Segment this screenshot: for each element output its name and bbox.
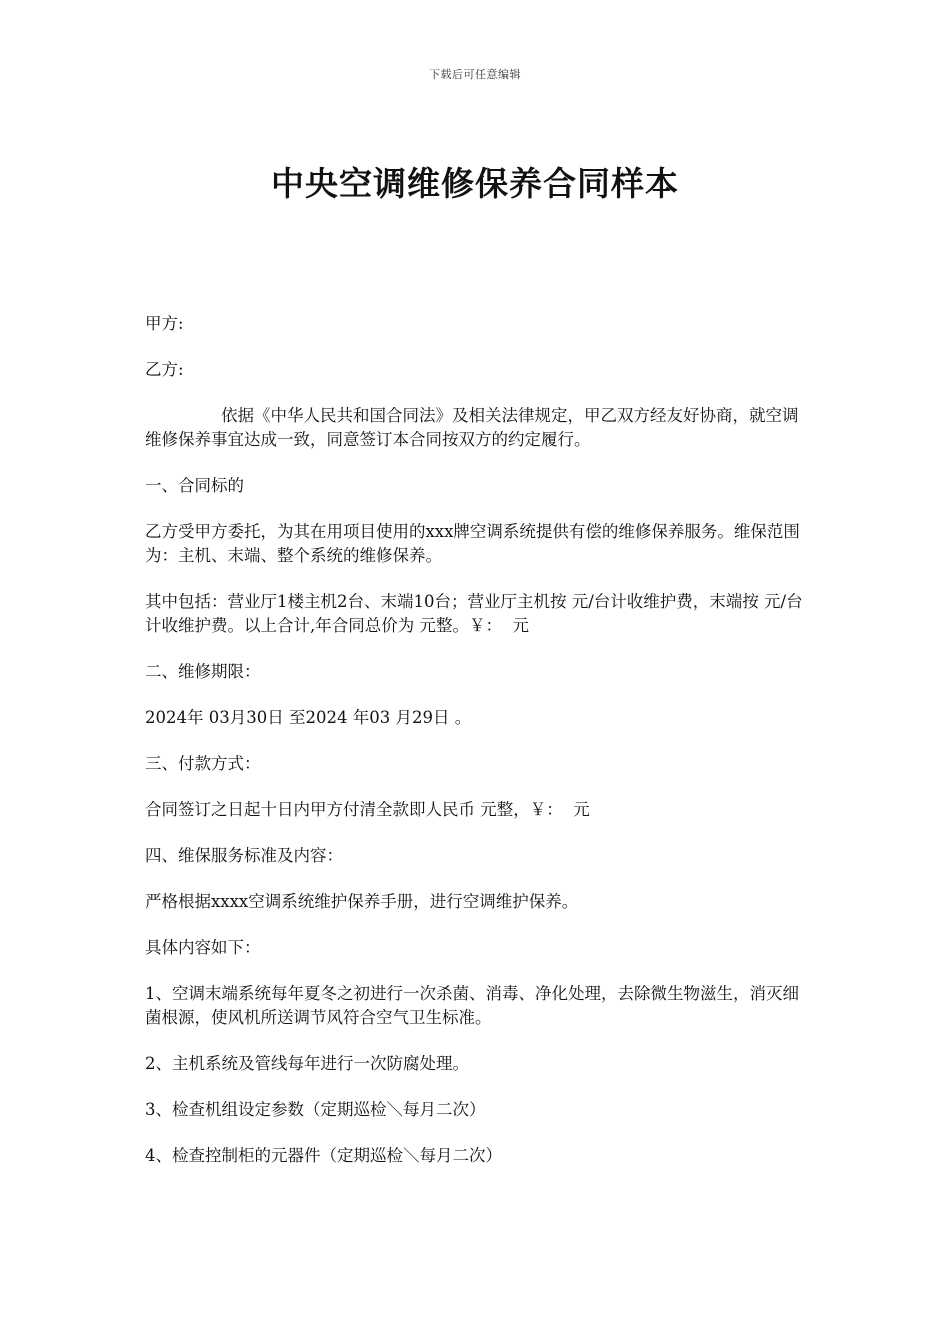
list-item: 1、空调末端系统每年夏冬之初进行一次杀菌、消毒、净化处理，去除微生物滋生，消灭细菌根源，使风机所送调节风符合空气卫生标准。 — [145, 984, 799, 1027]
term-paragraph: 2024年 03月30日 至2024 年03 月29日 。 — [145, 708, 472, 727]
list-item: 4、检查控制柜的元器件（定期巡检＼每月二次） — [145, 1146, 502, 1165]
section-heading-standards: 四、维保服务标准及内容： — [145, 846, 343, 865]
document-body — [145, 312, 810, 1190]
content-intro: 具体内容如下： — [145, 938, 261, 957]
payment-paragraph: 合同签订之日起十日内甲方付清全款即人民币 元整，￥： 元 — [145, 800, 590, 819]
document-title: 中央空调维修保养合同样本 — [271, 164, 679, 203]
list-item: 3、检查机组设定参数（定期巡检＼每月二次） — [145, 1100, 486, 1119]
standards-paragraph: 严格根据xxxx空调系统维护保养手册，进行空调维护保养。 — [145, 892, 579, 911]
preamble-paragraph: 依据《中华人民共和国合同法》及相关法律规定，甲乙双方经友好协商，就空调维修保养事宜达成一致，同意签订本合同按双方的约定履行。 — [145, 406, 799, 449]
section-heading-term: 二、维修期限： — [145, 662, 261, 681]
party-b-line: 乙方: — [145, 360, 184, 379]
subject-paragraph: 乙方受甲方委托，为其在用项目使用的xxx牌空调系统提供有偿的维修保养服务。维保范围为：主机、末端、整个系统的维修保养。 — [145, 522, 800, 565]
header-note: 下载后可任意编辑 — [429, 68, 521, 81]
party-a-line: 甲方: — [145, 314, 184, 333]
section-heading-payment: 三、付款方式： — [145, 754, 261, 773]
list-item: 2、主机系统及管线每年进行一次防腐处理。 — [145, 1054, 469, 1073]
scope-paragraph: 其中包括：营业厅1楼主机2台、末端10台；营业厅主机按 元/台计收维护费，末端按 元/台计收维护费。以上合计,年合同总价为 元整。￥： 元 — [145, 592, 803, 635]
section-heading-subject: 一、合同标的 — [145, 476, 244, 495]
